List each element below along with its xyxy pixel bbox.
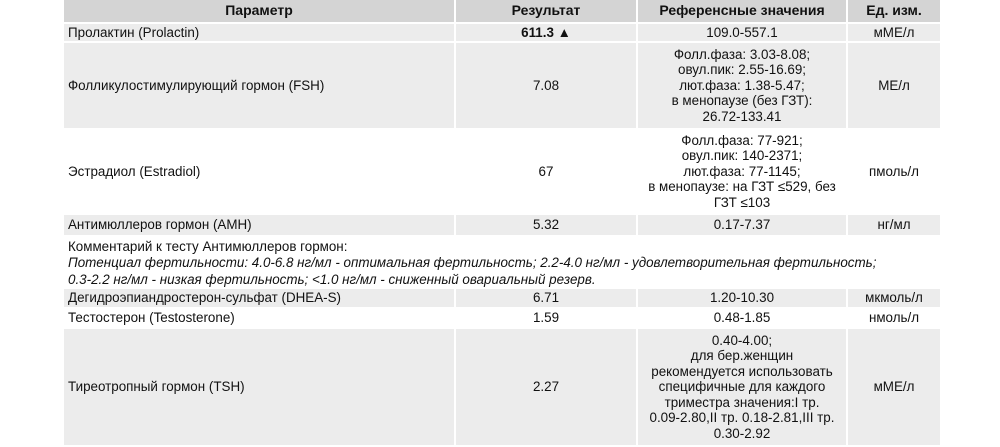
ref-line: 0.09-2.80,II тр. 0.18-2.81,III тр.: [649, 410, 835, 426]
ref-line: Фолл.фаза: 77-921;: [681, 132, 803, 148]
ref-value: 1.20-10.30: [638, 289, 848, 309]
ref-line: специфичные для каждого: [658, 379, 826, 395]
param-name: Антимюллеров гормон (АМН): [64, 215, 456, 237]
param-name: Эстрадиол (Estradiol): [64, 130, 456, 215]
ref-line: 26.72-133.41: [702, 108, 782, 124]
ref-line: ГЗТ ≤103: [713, 194, 771, 210]
result-value: 611.3 ▲: [456, 24, 638, 43]
ref-value: 0.17-7.37: [638, 215, 848, 237]
table-row: [64, 289, 940, 309]
ref-line: Фолл.фаза: 3.03-8.08;: [673, 46, 811, 62]
header-result: Результат: [456, 0, 638, 24]
unit-value: пмоль/л: [848, 130, 940, 215]
result-value: 6.71: [456, 289, 638, 309]
ref-value: [638, 130, 848, 215]
ref-line: рекомендуется использовать: [651, 363, 833, 379]
table-row: [64, 130, 940, 215]
result-value: 2.27: [456, 329, 638, 447]
param-name: Фолликулостимулирующий гормон (FSH): [64, 43, 456, 130]
comment-line: 0.3-2.2 нг/мл - низкая фертильность; <1.0 нг/мл - сниженный овариальный резерв.: [68, 271, 596, 287]
ref-line: лют.фаза: 1.38-5.47;: [679, 77, 805, 93]
table-row: [64, 43, 940, 130]
unit-value: мМЕ/л: [848, 329, 940, 447]
result-value: 7.08: [456, 43, 638, 130]
ref-line: 0.30-2.92: [713, 425, 771, 441]
table-row: [64, 309, 940, 329]
lab-results-sheet: [64, 0, 940, 447]
param-name: Тиреотропный гормон (TSH): [64, 329, 456, 447]
ref-value: 0.48-1.85: [638, 309, 848, 329]
ref-line: овул.пик: 140-2371;: [681, 148, 803, 164]
unit-value: нмоль/л: [848, 309, 940, 329]
result-value: 5.32: [456, 215, 638, 237]
table-row: [64, 215, 940, 237]
table-header: [64, 0, 940, 24]
param-name: Тестостерон (Testosterone): [64, 309, 456, 329]
ref-value: [638, 329, 848, 447]
ref-line: 0.40-4.00;: [711, 333, 773, 349]
ref-line: для бер.женщин: [690, 348, 794, 364]
header-ref: Референсные значения: [638, 0, 848, 24]
unit-value: мМЕ/л: [848, 24, 940, 43]
table-row: [64, 24, 940, 43]
unit-value: мкмоль/л: [848, 289, 940, 309]
ref-value: [638, 43, 848, 130]
ref-line: лют.фаза: 77-1145;: [683, 163, 801, 179]
result-value: 1.59: [456, 309, 638, 329]
ref-line: в менопаузе (без ГЗТ):: [671, 93, 813, 109]
header-unit: Ед. изм.: [848, 0, 940, 24]
header-param: Параметр: [64, 0, 456, 24]
param-name: Дегидроэпиандростерон-сульфат (DHEA-S): [64, 289, 456, 309]
ref-line: в менопаузе: на ГЗТ ≤529, без: [648, 179, 836, 195]
table-row: [64, 329, 940, 447]
unit-value: нг/мл: [848, 215, 940, 237]
ref-value: 109.0-557.1: [638, 24, 848, 43]
comment-title: Комментарий к тесту Антимюллеров гормон:: [68, 239, 348, 254]
result-value: 67: [456, 130, 638, 215]
param-name: Пролактин (Prolactin): [64, 24, 456, 43]
ref-line: овул.пик: 2.55-16.69;: [678, 62, 806, 78]
amh-comment: [64, 237, 940, 289]
unit-value: МЕ/л: [848, 43, 940, 130]
comment-line: Потенциал фертильности: 4.0-6.8 нг/мл - оптимальная фертильность; 2.2-4.0 нг/мл - удовлетворительная фертильность;: [68, 255, 877, 271]
ref-line: триместра значения:I тр.: [664, 394, 820, 410]
